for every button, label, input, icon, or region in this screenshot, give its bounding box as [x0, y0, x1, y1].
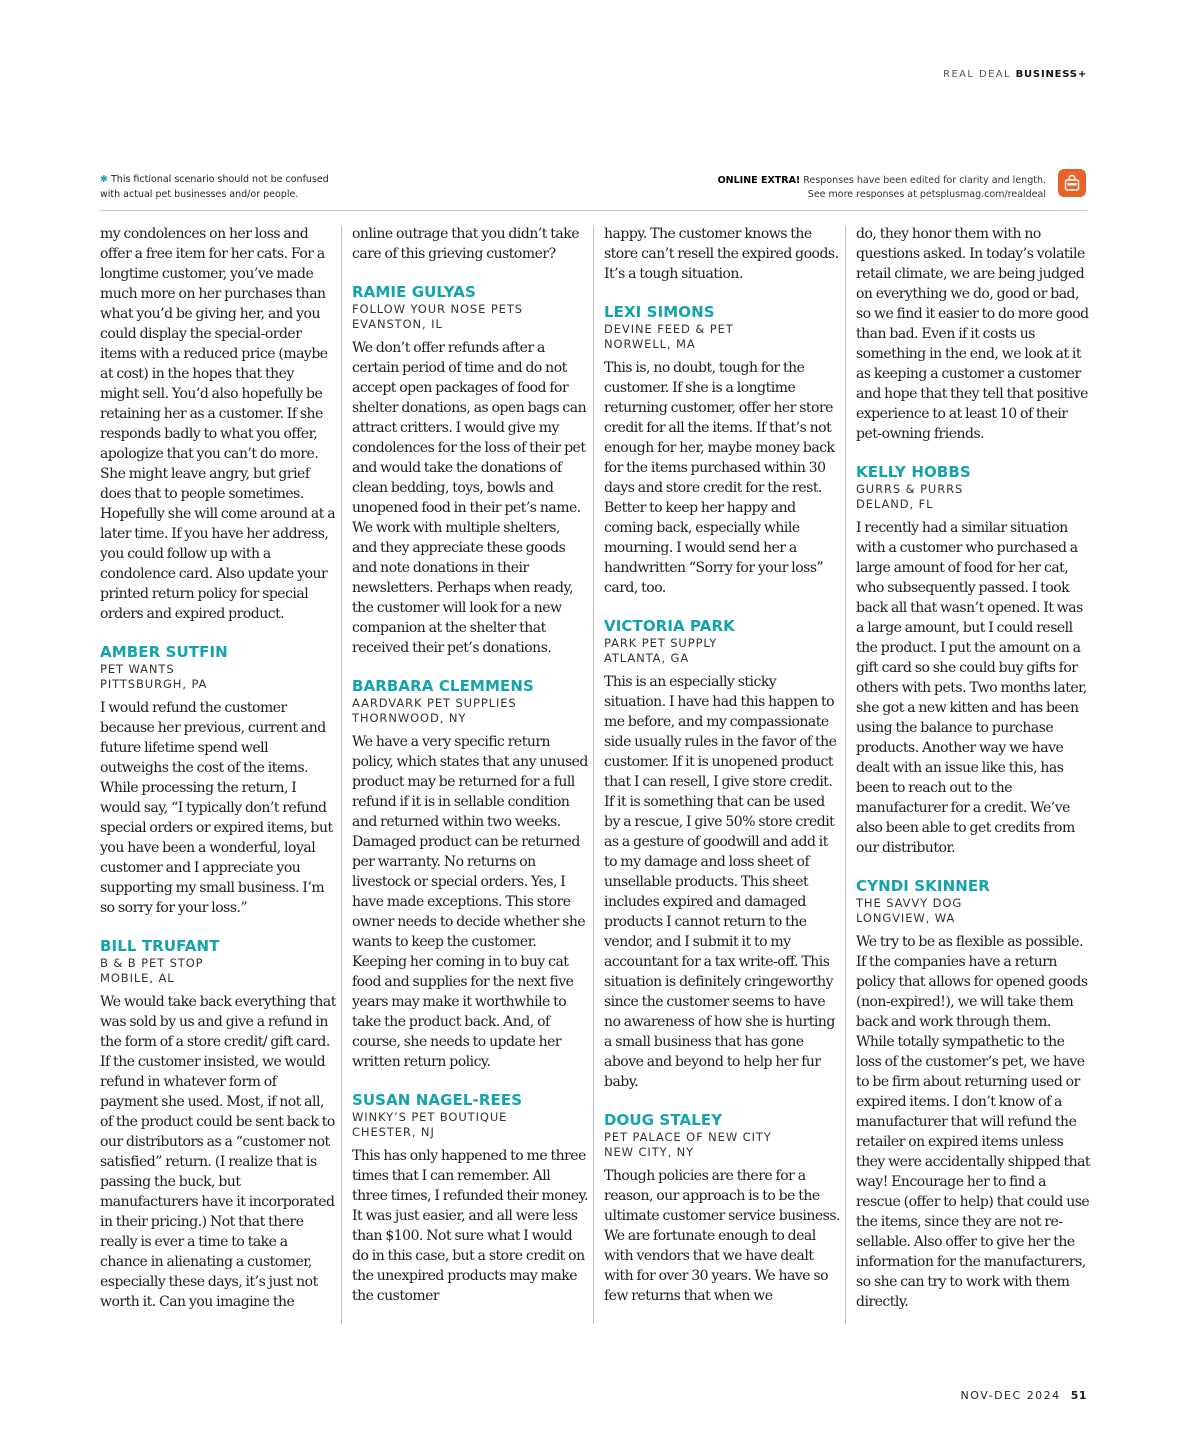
- response-text: I recently had a similar situation with a customer who purchased a large amount of food for her cat, who subsequently passed. I took back all that wasn’t opened. It was a large amount, but I could resell the product. I put the amount on a gift card so she could buy gifts for others with pets. Two months later, she got a new kitten and has been using the balance to purchase products. Another way we have dealt with an issue like this, has been to reach out to the manufacturer for a credit. We’ve also been able to get credits from our distributor.: [856, 520, 1087, 856]
- disclaimer-note: [100, 172, 350, 202]
- store-name: PARK PET SUPPLY: [604, 636, 718, 650]
- store-location: MOBILE, AL: [100, 971, 175, 985]
- continued-paragraph: happy. The customer knows the store can’t resell the expired goods. It’s a tough situation.: [604, 226, 839, 282]
- respondent-name: SUSAN NAGEL-REES: [352, 1091, 523, 1109]
- column-4: [856, 224, 1092, 1334]
- store-location: LONGVIEW, WA: [856, 911, 956, 925]
- respondent-name: KELLY HOBBS: [856, 463, 971, 481]
- column-divider: [341, 226, 342, 1324]
- response-text: Though policies are there for a reason, our approach is to be the ultimate customer service business. We are fortunate enough to deal with vendors that we have dealt with for over 30 years. We have so few returns that when we: [604, 1168, 840, 1304]
- page-number: 51: [1070, 1389, 1087, 1402]
- response-text: We try to be as flexible as possible. If the companies have a return policy that allows for opened goods (non-expired!), we will take them back and work through them. While totally sympathetic to the loss of the customer’s pet, we have to be firm about returning used or expired items. I don’t know of a manufacturer that will refund the retailer on expired items unless they were accidentally shipped that way! Encourage her to find a rescue (offer to help) that could use the items, since they are not re-sellable. Also offer to give her the information for the manufacturers, so she can try to work with them directly.: [856, 934, 1091, 1310]
- response-text: We would take back everything that was sold by us and give a refund in the form of a store credit/ gift card. If the customer insisted, we would refund in whatever form of payment she used. Most, if not all, of the product could be sent back to our distributors as a “customer not satisfied” return. (I realize that is passing the buck, but manufacturers have it incorporated in their pricing.) Not that there really is ever a time to take a chance in alienating a customer, especially these days, it’s just not worth it. Can you imagine the: [100, 994, 336, 1310]
- store-location: PITTSBURGH, PA: [100, 677, 208, 691]
- continued-paragraph: do, they honor them with no questions asked. In today’s volatile retail climate, we are being judged on everything we do, good or bad, so we find it easier to do more good than bad. Even if it costs us something in the end, we look at it as keeping a customer a customer and hope that they tell that positive experience to at least 10 of their pet-owning friends.: [856, 226, 1089, 442]
- respondent-name: LEXI SIMONS: [604, 303, 715, 321]
- issue-date: NOV-DEC 2024: [960, 1389, 1061, 1402]
- respondent-name: RAMIE GULYAS: [352, 283, 476, 301]
- column-divider: [593, 226, 594, 1324]
- response-text: I would refund the customer because her previous, current and future lifetime spend well outweighs the cost of the items. While processing the return, I would say, “I typically don’t refund special orders or expired items, but you have been a wonderful, loyal customer and I appreciate you supporting my small business. I’m so sorry for your loss.”: [100, 700, 333, 916]
- response-block: [604, 1110, 840, 1306]
- store-name: THE SAVVY DOG: [856, 896, 963, 910]
- online-extra-label: ONLINE EXTRA!: [717, 175, 801, 186]
- store-location: EVANSTON, IL: [352, 317, 443, 331]
- store-name: PET PALACE OF NEW CITY: [604, 1130, 772, 1144]
- response-block: [856, 876, 1092, 1312]
- store-name: B & B PET STOP: [100, 956, 204, 970]
- running-header: [943, 69, 1087, 80]
- store-name: GURRS & PURRS: [856, 482, 964, 496]
- section-brand: BUSINESS+: [1015, 69, 1087, 80]
- respondent-name: VICTORIA PARK: [604, 617, 735, 635]
- response-block: [604, 616, 840, 1092]
- store-location: NORWELL, MA: [604, 337, 696, 351]
- column-divider: [845, 226, 846, 1324]
- response-block: [604, 302, 840, 598]
- online-extra: [718, 174, 1046, 202]
- response-block: [100, 642, 336, 918]
- store-location: CHESTER, NJ: [352, 1125, 435, 1139]
- response-block: [352, 282, 588, 658]
- store-location: ATLANTA, GA: [604, 651, 690, 665]
- response-text: This is, no doubt, tough for the customer. If she is a longtime returning customer, offer her store credit for all the items. If that’s not enough for her, maybe money back for the items purchased within 30 days and store credit for the rest. Better to keep her happy and coming back, especially while mourning. I would send her a handwritten “Sorry for your loss” card, too.: [604, 360, 835, 596]
- response-text: We don’t offer refunds after a certain period of time and do not accept open packages of food for shelter donations, as open bags can attract critters. I would give my condolences for the loss of their pet and would take the donations of clean bedding, toys, bowls and unopened food in their pet’s name. We work with multiple shelters, and they appreciate these goods and note donations in their newsletters. Perhaps when ready, the customer will look for a new companion at the shelter that received their pet’s donations.: [352, 340, 587, 656]
- online-extra-text: Responses have been edited for clarity and length.: [803, 175, 1046, 186]
- store-name: PET WANTS: [100, 662, 175, 676]
- response-block: [100, 936, 336, 1312]
- store-location: NEW CITY, NY: [604, 1145, 695, 1159]
- store-name: DEVINE FEED & PET: [604, 322, 734, 336]
- continued-paragraph: my condolences on her loss and offer a free item for her cats. For a longtime customer, you’ve made much more on her purchases than what you’d be giving her, and you could display the special-order items with a reduced price (maybe at cost) in the hopes that they might sell. You’d also hopefully be retaining her as a customer. If she responds badly to what you offer, apologize that you can’t do more. She might leave angry, but grief does that to people sometimes. Hopefully she will come around at a later time. If you have her address, you could follow up with a condolence card. Also update your printed return policy for special orders and expired product.: [100, 226, 336, 622]
- response-text: We have a very specific return policy, which states that any unused product may be returned for a full refund if it is in sellable condition and returned within two weeks. Damaged product can be returned per warranty. No returns on livestock or special orders. Yes, I have made exceptions. This store owner needs to decide whether she wants to keep the customer. Keeping her coming in to buy cat food and supplies for the next five years may make it worthwhile to take the product back. And, of course, she needs to update her written return policy.: [352, 734, 588, 1070]
- response-text: This is an especially sticky situation. I have had this happen to me before, and my compassionate side usually rules in the favor of the customer. If it is unopened product that I can resell, I give store credit. If it is something that can be used by a rescue, I give 50% store credit as a gesture of goodwill and add it to my damage and loss sheet of unsellable products. This sheet includes expired and damaged products I cannot return to the vendor, and I submit it to my accountant for a tax write-off. This situation is definitely cringeworthy since the customer seems to have no awareness of how she is hurting a small business that has gone above and beyond to help her fur baby.: [604, 674, 837, 1090]
- store-name: FOLLOW YOUR NOSE PETS: [352, 302, 523, 316]
- respondent-name: DOUG STALEY: [604, 1111, 723, 1129]
- online-extra-link[interactable]: See more responses at petsplusmag.com/realdeal: [807, 189, 1046, 200]
- shopping-bag-icon: [1058, 169, 1086, 197]
- response-block: [352, 676, 588, 1072]
- section-label: REAL DEAL: [943, 69, 1011, 80]
- respondent-name: BILL TRUFANT: [100, 937, 220, 955]
- page-footer: [961, 1389, 1087, 1402]
- respondent-name: BARBARA CLEMMENS: [352, 677, 534, 695]
- column-3: [604, 224, 840, 1334]
- continued-paragraph: online outrage that you didn’t take care of this grieving customer?: [352, 226, 580, 262]
- column-2: [352, 224, 588, 1334]
- column-1: [100, 224, 336, 1334]
- store-name: WINKY’S PET BOUTIQUE: [352, 1110, 508, 1124]
- response-block: [856, 462, 1092, 858]
- header-divider: [100, 210, 1087, 211]
- respondent-name: AMBER SUTFIN: [100, 643, 228, 661]
- response-block: [352, 1090, 588, 1306]
- asterisk-icon: ✱: [100, 174, 108, 185]
- response-text: This has only happened to me three times that I can remember. All three times, I refunded their money. It was just easier, and all were less than $100. Not sure what I would do in this case, but a store credit on the unexpired products may make the customer: [352, 1148, 588, 1304]
- respondent-name: CYNDI SKINNER: [856, 877, 990, 895]
- store-location: THORNWOOD, NY: [352, 711, 467, 725]
- store-name: AARDVARK PET SUPPLIES: [352, 696, 517, 710]
- disclaimer-text: This fictional scenario should not be confused with actual pet businesses and/or people.: [100, 174, 329, 200]
- store-location: DELAND, FL: [856, 497, 934, 511]
